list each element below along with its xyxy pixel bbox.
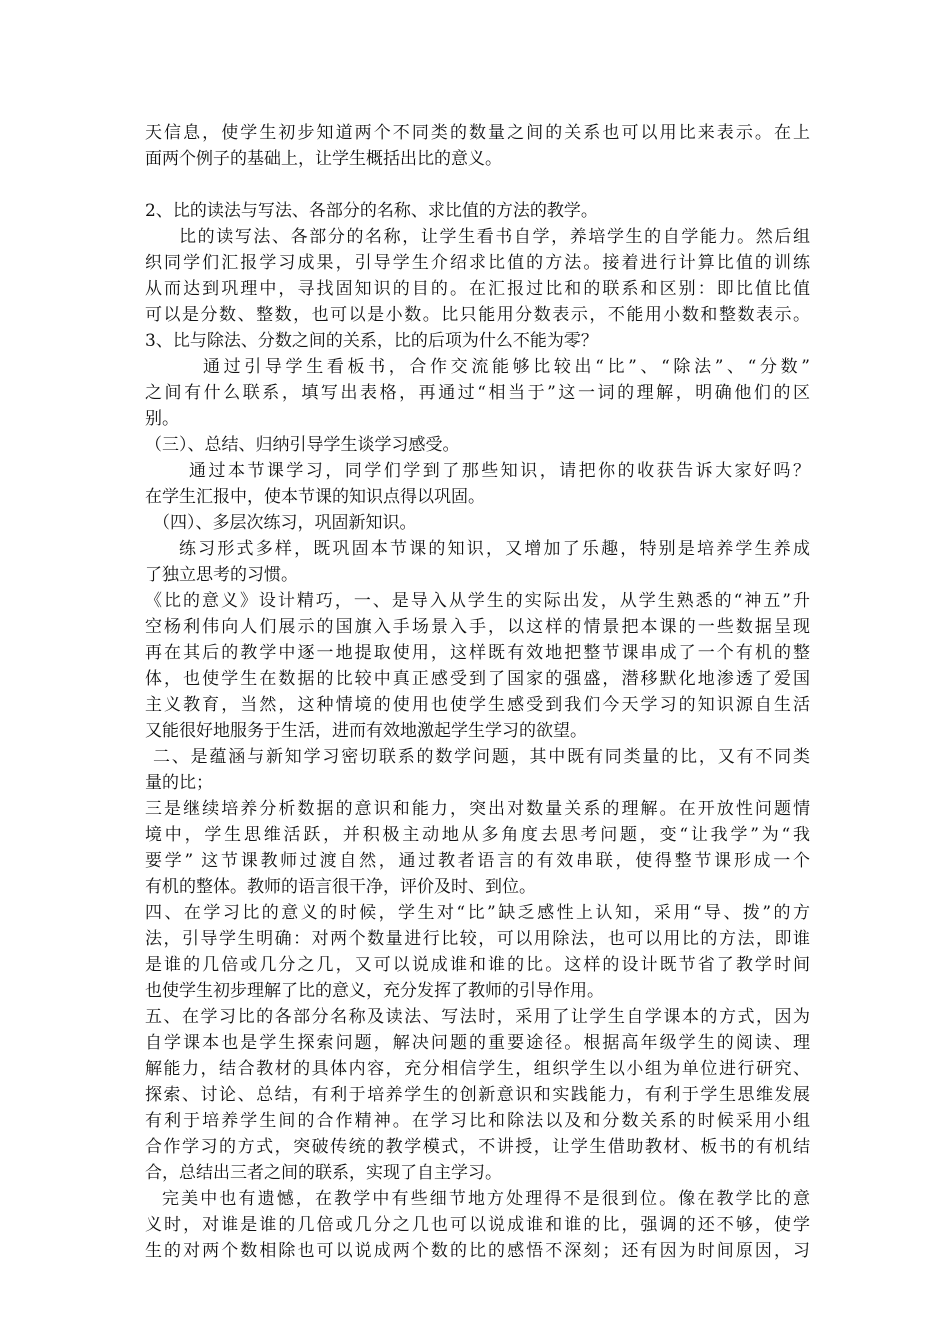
paragraph-line: 主义教育，当然，这种情境的使用也使学生感受到我们今天学习的知识源自生活 (145, 695, 810, 715)
section-heading: （四）、多层次练习，巩固新知识。 (153, 513, 417, 533)
section-heading: 2、比的读法与写法、各部分的名称、求比值的方法的教学。 (145, 201, 598, 221)
paragraph-line: 三是继续培养分析数据的意识和能力，突出对数量关系的理解。在开放性问题情 (145, 799, 810, 819)
paragraph-line: 法，引导学生明确：对两个数量进行比较，可以用除法，也可以用比的方法，即谁 (145, 929, 810, 949)
paragraph-line: 通过引导学生看板书，合作交流能够比较出“比”、“除法”、“分数” (203, 357, 810, 377)
paragraph-line: 织同学们汇报学习成果，引导学生介绍求比值的方法。接着进行计算比值的训练 (145, 253, 810, 273)
paragraph-line: 义时，对谁是谁的几倍或几分之几也可以说成谁和谁的比，强调的还不够，使学 (145, 1215, 810, 1235)
paragraph-line: 再在其后的教学中逐一地提取使用，这样既有效地把整节课串成了一个有机的整 (145, 643, 810, 663)
paragraph-line: 也使学生初步理解了比的意义，充分发挥了教师的引导作用。 (145, 981, 604, 1001)
paragraph-line: 体，也使学生在数据的比较中真正感受到了国家的强盛，潜移默化地渗透了爱国 (145, 669, 810, 689)
paragraph-gap (145, 172, 810, 198)
paragraph-line: 《比的意义》设计精巧，一、是导入从学生的实际出发，从学生熟悉的“神五”升 (145, 591, 810, 611)
paragraph-line: 面两个例子的基础上，让学生概括出比的意义。 (145, 149, 502, 169)
paragraph-line: 从而达到巩理中，寻找固知识的目的。在汇报过比和的联系和区别：即比值比值 (145, 279, 810, 299)
section-heading: （三）、总结、归纳引导学生谈学习感受。 (145, 435, 460, 455)
section-heading: 3、比与除法、分数之间的关系，比的后项为什么不能为零？ (145, 331, 598, 351)
paragraph-line: 五、在学习比的各部分名称及读法、写法时，采用了让学生自学课本的方式，因为 (145, 1007, 810, 1027)
paragraph-line: 二、是蕴涵与新知学习密切联系的数学问题，其中既有同类量的比，又有不同类 (153, 747, 810, 767)
paragraph-line: 解能力，结合教材的具体内容，充分相信学生，组织学生以小组为单位进行研究、 (145, 1059, 810, 1079)
paragraph-line: 了独立思考的习惯。 (145, 565, 298, 585)
paragraph-line: 又能很好地服务于生活，进而有效地激起学生学习的欲望。 (145, 721, 587, 741)
paragraph-line: 探索、讨论、总结，有利于培养学生的创新意识和实践能力，有利于学生思维发展 (145, 1085, 810, 1105)
paragraph-line: 有机的整体。教师的语言很干净，评价及时、到位。 (145, 877, 536, 897)
paragraph-line: 有利于培养学生间的合作精神。在学习比和除法以及和分数关系的时候采用小组 (145, 1111, 810, 1131)
paragraph-line: 合，总结出三者之间的联系，实现了自主学习。 (145, 1163, 502, 1183)
paragraph-line: 完美中也有遗憾，在教学中有些细节地方处理得不是很到位。像在教学比的意 (162, 1189, 810, 1209)
paragraph-line: 要学” 这节课教师过渡自然，通过教者语言的有效串联，使得整节课形成一个 (145, 851, 810, 871)
paragraph-line: 空杨利伟向人们展示的国旗入手场景入手，以这样的情景把本课的一些数据呈现 (145, 617, 810, 637)
paragraph-line: 境中，学生思维活跃，并积极主动地从多角度去思考问题，变“让我学”为“我 (145, 825, 810, 845)
paragraph-line: 可以是分数、整数，也可以是小数。比只能用分数表示，不能用小数和整数表示。 (145, 305, 810, 325)
paragraph-line: 在学生汇报中，使本节课的知识点得以巩固。 (145, 487, 485, 507)
paragraph-line: 自学课本也是学生探索问题，解决问题的重要途径。根据高年级学生的阅读、理 (145, 1033, 810, 1053)
paragraph-line: 天信息，使学生初步知道两个不同类的数量之间的关系也可以用比来表示。在上 (145, 123, 810, 143)
document-body (145, 120, 810, 1264)
paragraph-line: 比的读写法、各部分的名称，让学生看书自学，养培学生的自学能力。然后组 (179, 227, 810, 247)
paragraph-line: 是谁的几倍或几分之几，又可以说成谁和谁的比。这样的设计既节省了教学时间 (145, 955, 810, 975)
paragraph-line: 练习形式多样，既巩固本节课的知识，又增加了乐趣，特别是培养学生养成 (179, 539, 810, 559)
paragraph-line: 之间有什么联系，填写出表格，再通过“相当于”这一词的理解，明确他们的区 (145, 383, 810, 403)
paragraph-line: 别。 (145, 409, 179, 429)
paragraph-line: 四、在学习比的意义的时候，学生对“比”缺乏感性上认知，采用“导、拨”的方 (145, 903, 810, 923)
paragraph-line: 生的对两个数相除也可以说成两个数的比的感悟不深刻；还有因为时间原因，习 (145, 1241, 810, 1261)
paragraph-line: 量的比； (145, 773, 213, 793)
paragraph-line: 合作学习的方式，突破传统的教学模式，不讲授，让学生借助教材、板书的有机结 (145, 1137, 810, 1157)
paragraph-line: 通过本节课学习，同学们学到了那些知识，请把你的收获告诉大家好吗？ (189, 461, 810, 481)
